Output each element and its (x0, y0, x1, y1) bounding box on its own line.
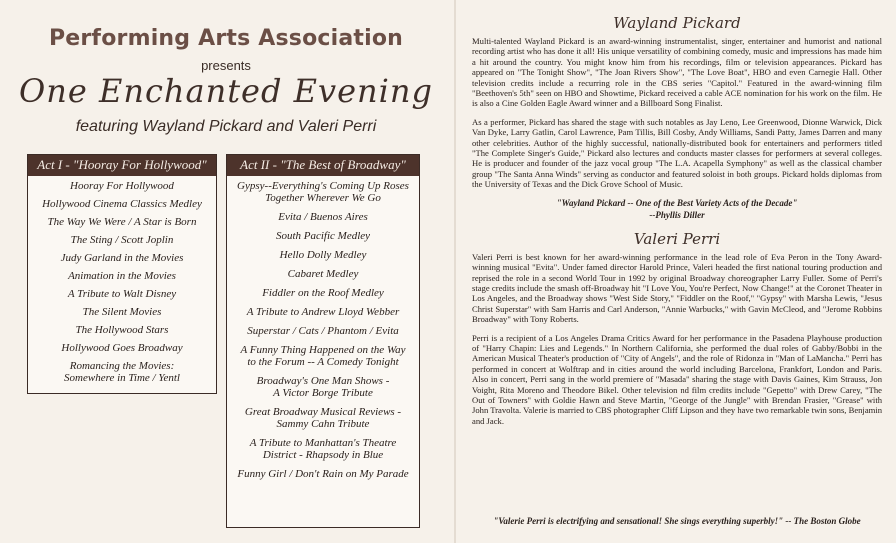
song-line: South Pacific Medley (275, 230, 371, 242)
song-line: Funny Girl / Don't Rain on My Parade (237, 468, 409, 480)
valeri-quote: "Valerie Perri is electrifying and sensational! She sings everything superbly!" -- The Boston Globe (493, 516, 861, 526)
song-line: Broadway's One Man Shows - (256, 375, 390, 387)
song-line: Animation in the Movies (68, 270, 176, 282)
song-item (30, 306, 214, 318)
wayland-bio-1: Multi-talented Wayland Pickard is an award-winning instrumentalist, singer, entertainer and humorist and national recording artist who has done it all! His unique versatility of combining comedy, music and impressions has made him a hit around the country. You might know him from his recordings, film or television appearances. Pickard has appeared on "The Tonight Show", "The Joan Rivers Show", "The Love Boat", HBO and even Carnegie Hall. Other television credits include a recurring role in the CBS series "Capitol." Featured in the award-winning film "Beethoven's 5th" seen on HBO and Showtime, Pickard received a cable ACE nomination for his work on the film. He is also a Cine Golden Eagle Award winner and a Billboard Song Finalist. (472, 36, 882, 109)
song-item (30, 216, 214, 228)
act-1-box (27, 154, 217, 394)
song-item (229, 268, 417, 280)
song-line: Evita / Buenos Aires (278, 211, 368, 223)
act-2-box (226, 154, 420, 528)
song-item (30, 360, 214, 384)
song-line: Superstar / Cats / Phantom / Evita (247, 325, 399, 337)
page-fold (454, 0, 456, 543)
song-item (229, 406, 417, 430)
act-2-heading: Act II - "The Best of Broadway" (227, 155, 419, 176)
wayland-quote: "Wayland Pickard -- One of the Best Variety Acts of the Decade" (556, 197, 798, 208)
song-line: District - Rhapsody in Blue (262, 449, 384, 461)
wayland-section (472, 14, 882, 220)
song-item (229, 211, 417, 223)
song-line: The Silent Movies (82, 306, 162, 318)
song-line: Together Wherever We Go (265, 192, 381, 204)
song-line: The Hollywood Stars (75, 324, 169, 336)
song-line: The Way We Were / A Star is Born (47, 216, 197, 228)
song-line: Hooray For Hollywood (70, 180, 174, 192)
song-line: Gypsy--Everything's Coming Up Roses (237, 180, 409, 192)
song-line: The Sting / Scott Joplin (70, 234, 174, 246)
song-line: Judy Garland in the Movies (60, 252, 184, 264)
wayland-heading: Wayland Pickard (613, 14, 741, 32)
song-item (229, 180, 417, 204)
show-title: One Enchanted Evening (19, 72, 433, 110)
song-line: Fiddler on the Roof Medley (262, 287, 384, 299)
song-item (229, 230, 417, 242)
act-2-list (227, 176, 419, 480)
song-line: A Tribute to Manhattan's Theatre (249, 437, 397, 449)
song-item (229, 437, 417, 461)
song-line: Sammy Cahn Tribute (276, 418, 370, 430)
organization-name: Performing Arts Association (48, 26, 404, 51)
song-item (30, 198, 214, 210)
valeri-bio-2: Perri is a recipient of a Los Angeles Drama Critics Award for her performance in the Pasadena Playhouse production of "Harry Chapin: Lies and Legends." In Northern California, she performed the dual roles of Gabby/Bobbi in the American Musical Theater's production of "City of Angels", and the role of Ridonza in "Man of LaMancha." Perri has performed in concert at Wolftrap and in cities around the world including Barcelona, Frankfort, London and Paris. Also in concert, Perri sang in the world premiere of "Masada" sharing the stage with Davis Gaines, Kim Strauss, Jon Voight, Rita Moreno and Theodore Bikel. Other television nd film credits include "Gepetto" with Drew Carey, "The Out of Towners" with Goldie Hawn and Steve Martin, "George of the Jungle" with Brendan Frasier, "Grease" with John Travolta. Valerie is married to CBS photographer Cliff Lipson and they have two remarkable twin sons, Benjamin and Jack. (472, 332, 882, 426)
right-panel (458, 0, 896, 543)
song-line: Somewhere in Time / Yentl (64, 372, 180, 384)
song-item (229, 468, 417, 480)
song-item (30, 342, 214, 354)
song-line: Hello Dolly Medley (279, 249, 367, 261)
song-line: A Victor Borge Tribute (273, 387, 373, 399)
song-line: A Funny Thing Happened on the Way (240, 344, 406, 356)
song-item (30, 270, 214, 282)
song-item (30, 234, 214, 246)
song-line: A Tribute to Walt Disney (67, 288, 177, 300)
song-line: Great Broadway Musical Reviews - (244, 406, 402, 418)
song-item (229, 325, 417, 337)
act-1-list (28, 176, 216, 384)
valeri-heading: Valeri Perri (633, 229, 721, 248)
song-line: Hollywood Goes Broadway (61, 342, 183, 354)
song-item (30, 288, 214, 300)
wayland-bio-2: As a performer, Pickard has shared the stage with such notables as Jay Leno, Lee Greenwood, Dionne Warwick, Dick Van Dyke, Larry Gatlin, Carol Lawrence, Pam Tillis, Bill Cosby, Andy Williams, Sandi Patty, James Darren and many other celebrities. Author of the highly successful, nationally-distributed book for entertainers and performers titled "The Complete Singer's Guide," Pickard also lectures and conducts master classes for performers at several colleges. He is producer and founder of the jazz vocal group "The L.A. Acapella Symphony" as well as the classical chamber group "The Santa Anna Winds" serving as conductor and featured soloist in both groups. Pickard holds diplomas from the University of Texas and the Dick Grove School of Music. (472, 116, 882, 190)
song-line: to the Forum -- A Comedy Tonight (247, 356, 399, 368)
song-item (229, 375, 417, 399)
act-1-heading: Act I - "Hooray For Hollywood" (28, 155, 216, 176)
song-line: Romancing the Movies: (69, 360, 175, 372)
featuring-line: featuring Wayland Pickard and Valeri Perri (75, 118, 377, 135)
song-item (229, 249, 417, 261)
song-item (229, 287, 417, 299)
song-item (30, 252, 214, 264)
song-item (229, 344, 417, 368)
valeri-bio-1: Valeri Perri is best known for her award-winning performance in the lead role of Eva Peron in the Tony Award-winning musical "Evita". Under famed director Harold Prince, Valeri headed the first national touring production and reprised the role in a second World Tour in 1992 by original Broadway choreographer Larry Fuller. Some of Perri's stage credits include the smash off-Broadway hit "I Love You, You're Perfect, Now Change!" at the Coronet Theater in Los Angeles, and the Broadway shows "West Side Story," "Fiddler on the Roof," "Gypsy" with Marsha Lewis, "Jesus Christ Superstar" with Sam Harris and Carl Anderson, "Annie Warbucks," with Gavin McCleod, and "Jerome Robbins Broadway" with Tony Roberts. (472, 251, 882, 325)
song-item (30, 180, 214, 192)
wayland-quote-attribution: --Phyllis Diller (649, 209, 705, 220)
song-line: A Tribute to Andrew Lloyd Webber (246, 306, 400, 318)
valeri-section (472, 230, 882, 427)
song-line: Hollywood Cinema Classics Medley (42, 198, 202, 210)
song-line: Cabaret Medley (287, 268, 359, 280)
song-item (30, 324, 214, 336)
presents-label: presents (201, 58, 251, 73)
song-item (229, 306, 417, 318)
